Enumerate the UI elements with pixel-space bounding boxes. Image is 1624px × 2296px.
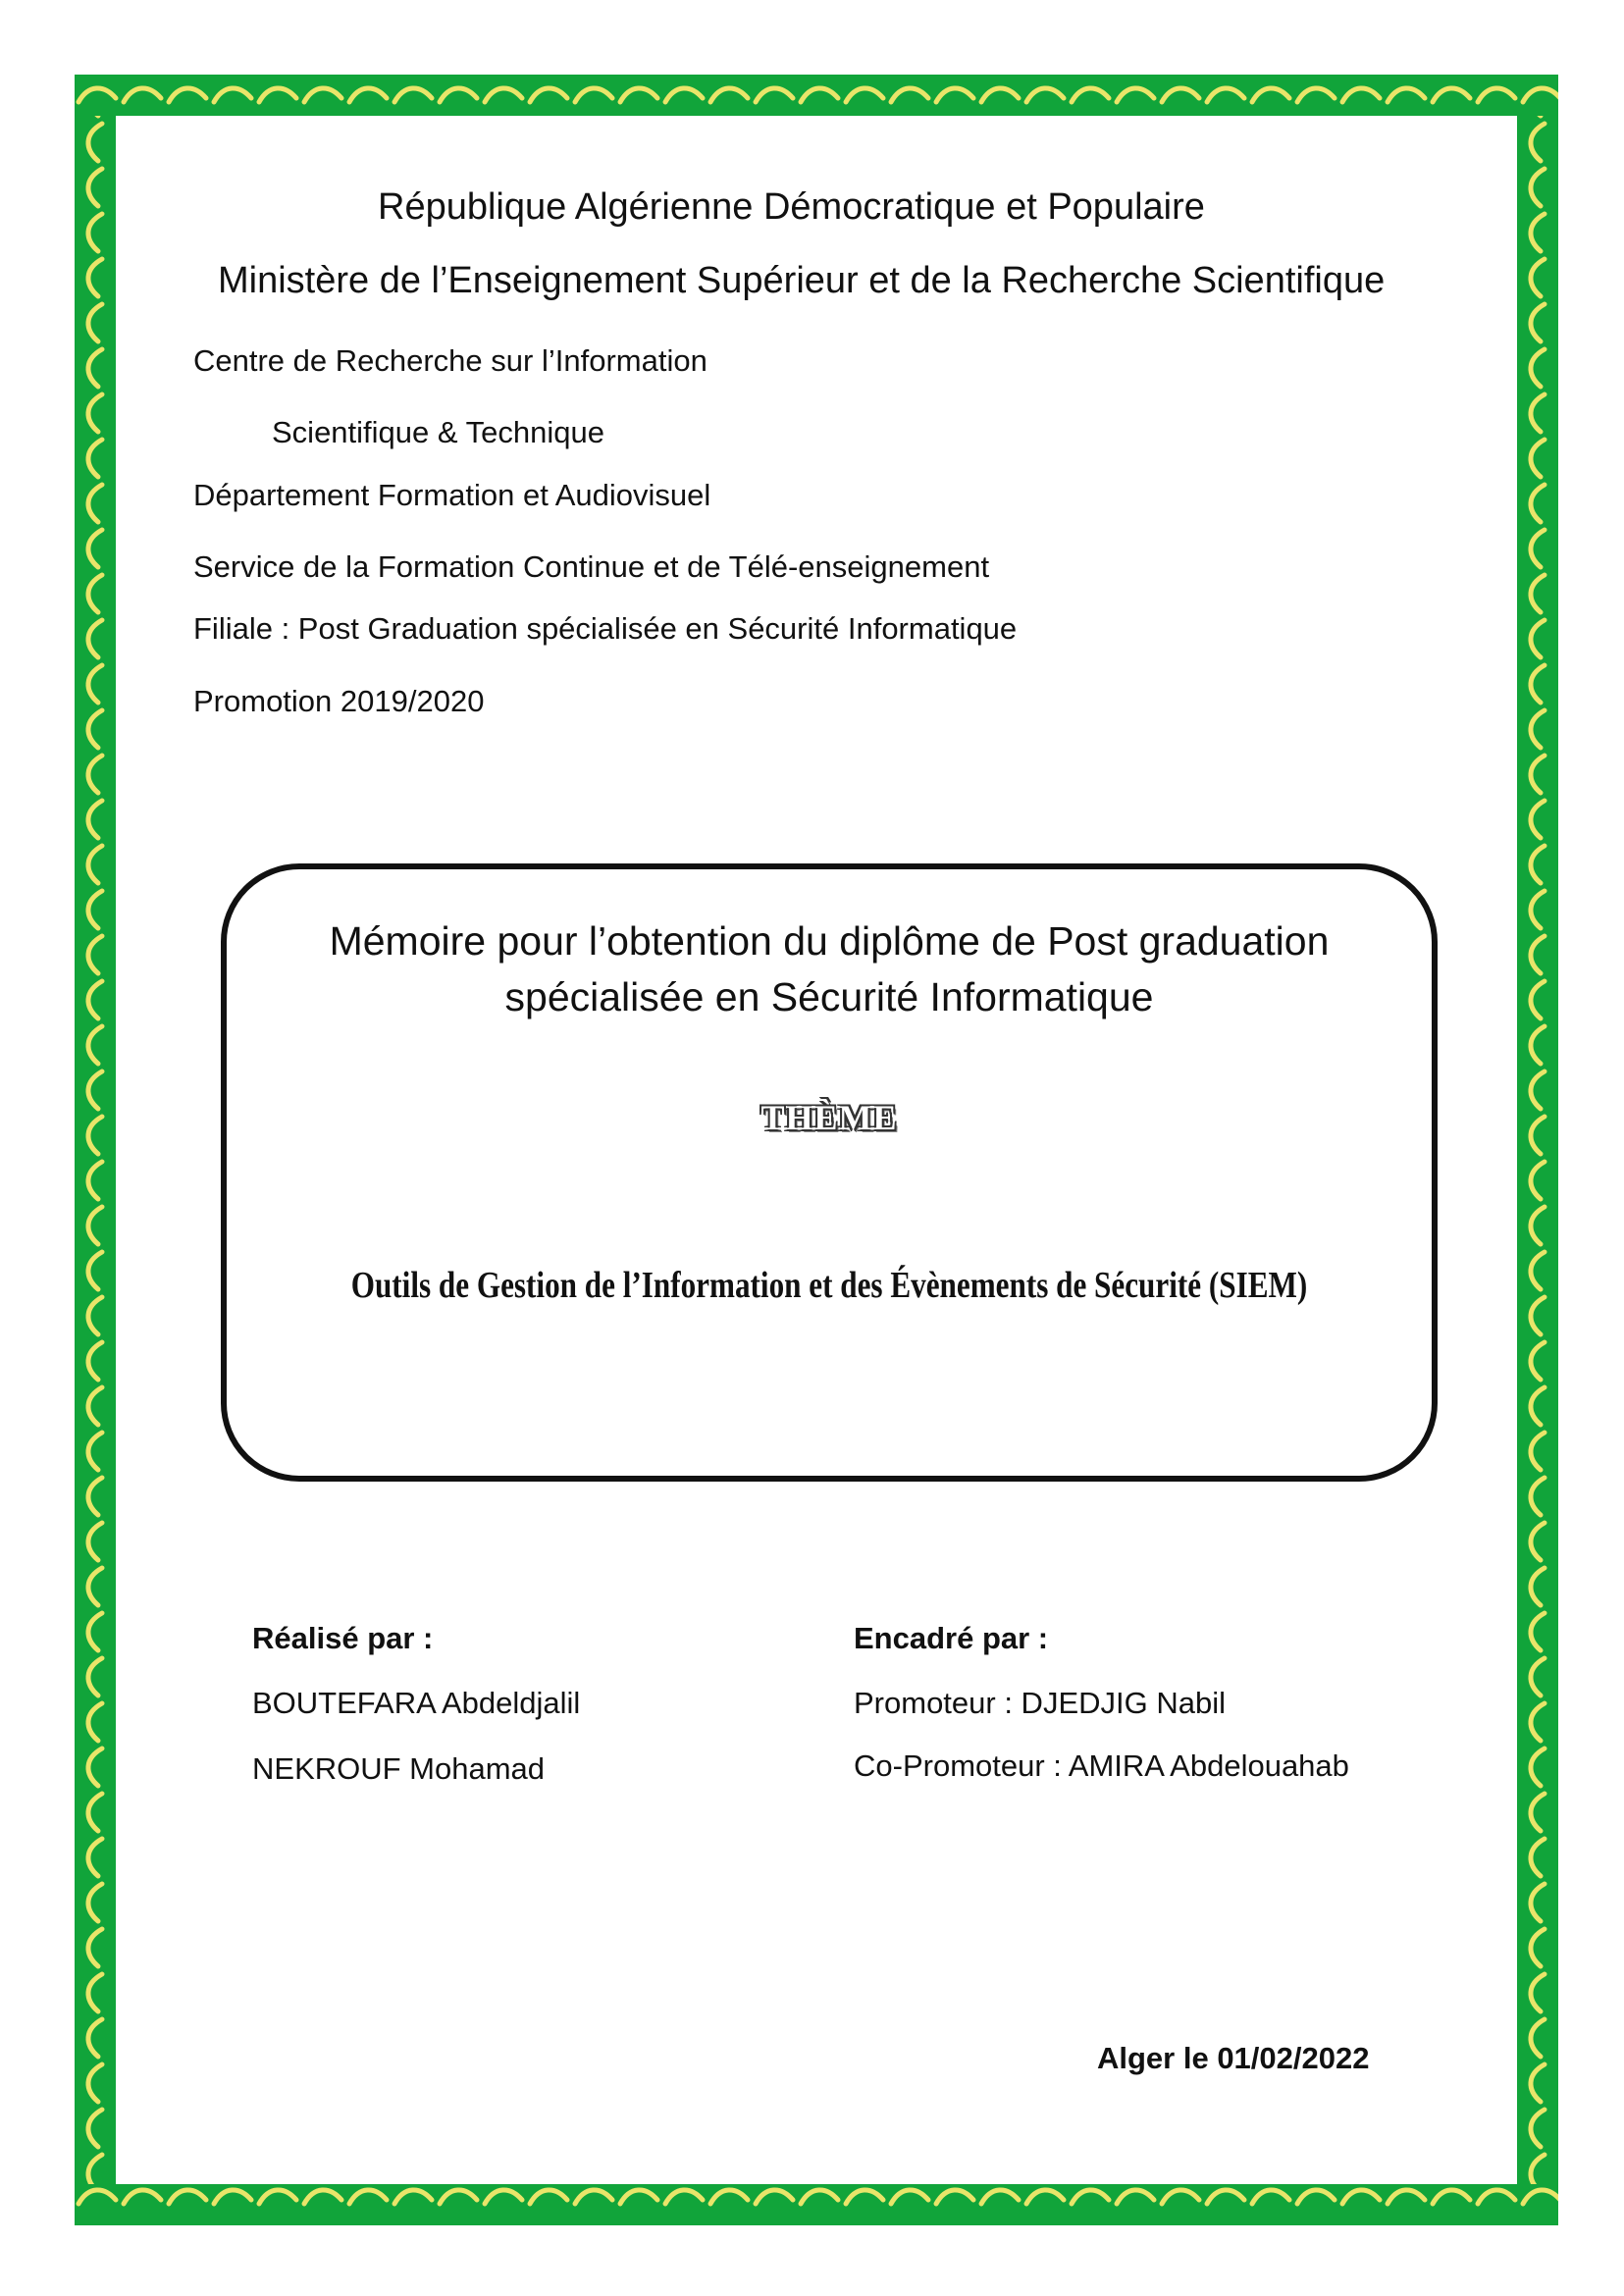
centre-line-cont: Scientifique & Technique (272, 415, 604, 449)
memoire-line-1: Mémoire pour l’obtention du diplôme de Post graduation (329, 918, 1330, 964)
filiale-line: Filiale : Post Graduation spécialisée en Sécurité Informatique (193, 611, 1018, 646)
memoire-line-2: spécialisée en Sécurité Informatique (504, 974, 1154, 1019)
footer-date: Alger le 01/02/2022 (1097, 2041, 1370, 2075)
author-2: NEKROUF Mohamad (252, 1751, 546, 1786)
theme-label: THÈME (760, 1098, 898, 1137)
departement-line: Département Formation et Audiovisuel (193, 478, 711, 512)
ministere-heading: Ministère de l’Enseignement Supérieur et de la Recherche Scientifique (218, 260, 1386, 301)
promoteur-line: Promoteur : DJEDJIG Nabil (854, 1686, 1226, 1720)
theme-box (221, 863, 1438, 1482)
co-promoteur-line: Co-Promoteur : AMIRA Abdelouahab (854, 1748, 1349, 1783)
centre-line: Centre de Recherche sur l’Information (193, 343, 707, 378)
encadre-label: Encadré par : (854, 1621, 1049, 1655)
promotion-line: Promotion 2019/2020 (193, 684, 485, 718)
realise-label: Réalisé par : (252, 1621, 434, 1655)
theme-title: Outils de Gestion de l’Information et des Évènements de Sécurité (SIEM) (350, 1265, 1308, 1306)
author-1: BOUTEFARA Abdeldjalil (252, 1686, 581, 1720)
republic-heading: République Algérienne Démocratique et Populaire (378, 186, 1205, 228)
service-line: Service de la Formation Continue et de Télé-enseignement (193, 549, 990, 584)
